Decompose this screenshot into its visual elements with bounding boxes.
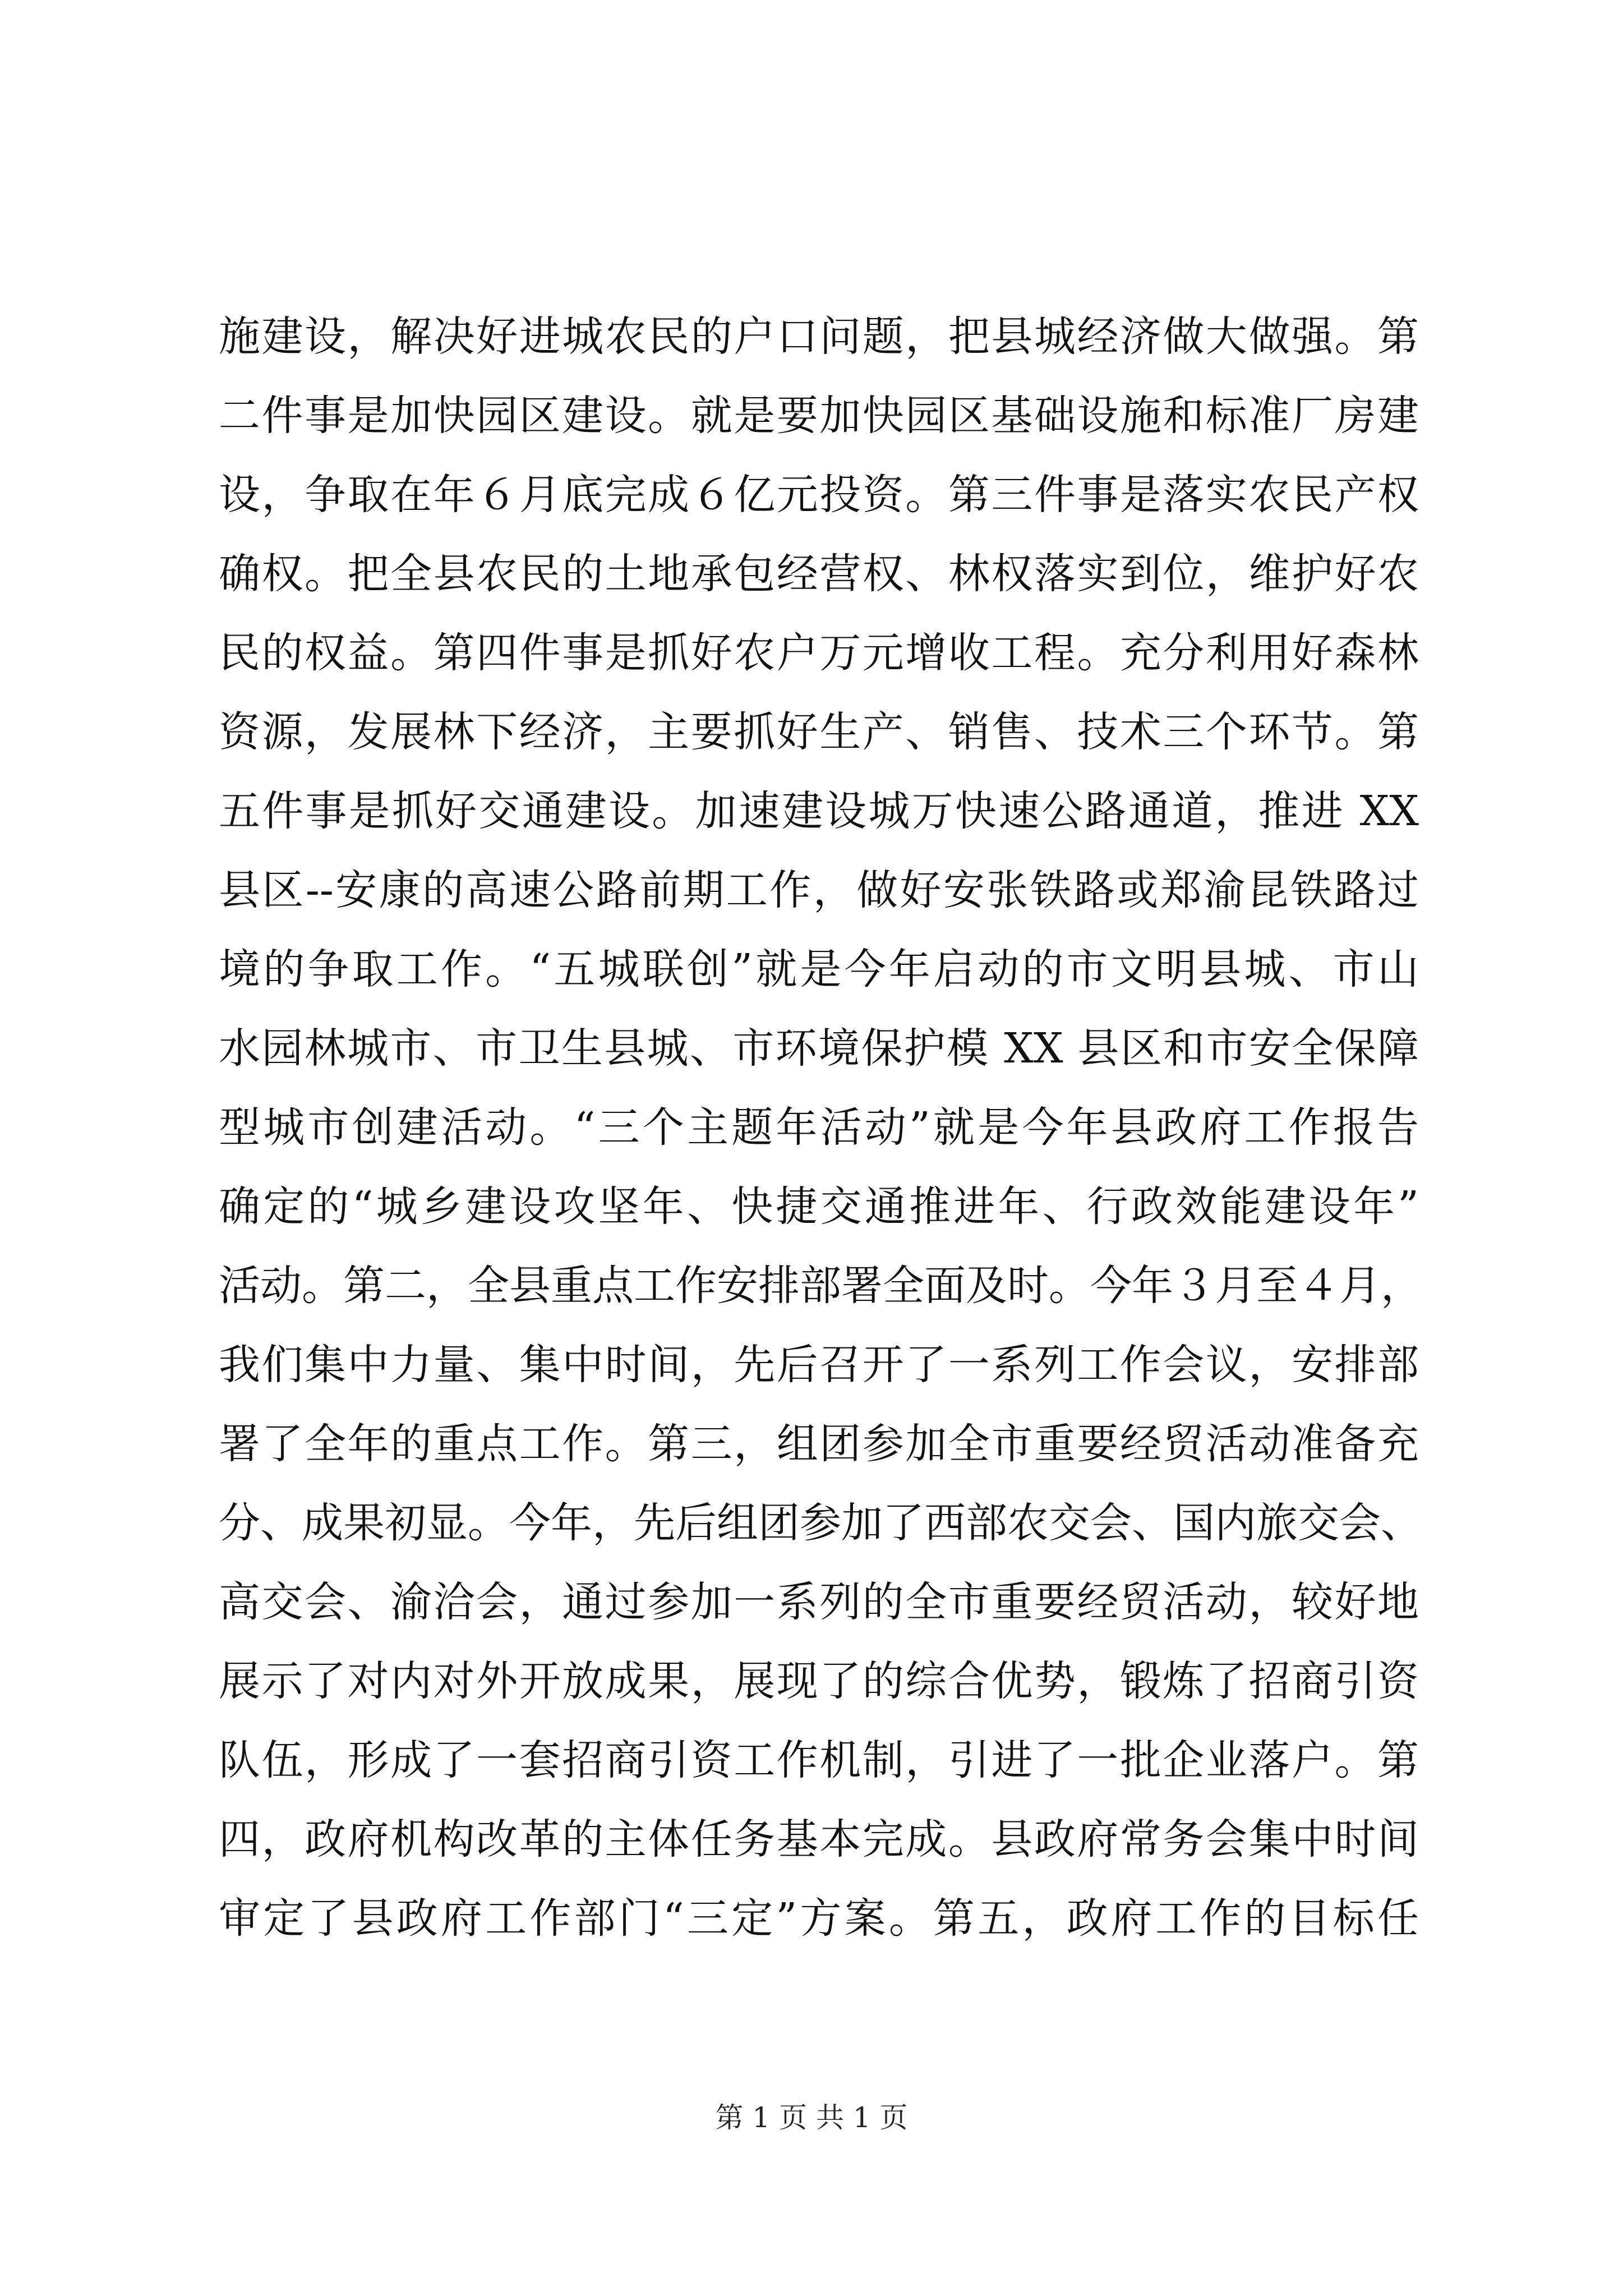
text-line: 分、成果初显。今年，先后组团参加了西部农交会、国内旅交会、 — [219, 1499, 1422, 1547]
text-line: 活动。第二，全县重点工作安排部署全面及时。今年３月至４月， — [219, 1262, 1422, 1310]
text-line: 水园林城市、市卫生县城、市环境保护模 XX 县区和市安全保障 — [219, 1024, 1419, 1073]
text-line: 确定的“城乡建设攻坚年、快捷交通推进年、行政效能建设年” — [219, 1182, 1419, 1231]
text-line: 型城市创建活动。“三个主题年活动”就是今年县政府工作报告 — [219, 1103, 1419, 1152]
text-line: 确权。把全县农民的土地承包经营权、林权落实到位，维护好农 — [219, 550, 1419, 598]
text-line: 四，政府机构改革的主体任务基本完成。县政府常务会集中时间 — [219, 1815, 1419, 1864]
text-line: 署了全年的重点工作。第三，组团参加全市重要经贸活动准备充 — [219, 1420, 1419, 1468]
text-line: 二件事是加快园区建设。就是要加快园区基础设施和标准厂房建 — [219, 392, 1419, 440]
text-line: 五件事是抓好交通建设。加速建设城万快速公路通道，推进 XX — [219, 787, 1419, 835]
page-number-footer: 第 1 页 共 1 页 — [715, 2101, 908, 2134]
text-line: 队伍，形成了一套招商引资工作机制，引进了一批企业落户。第 — [219, 1736, 1419, 1784]
text-line: 设，争取在年６月底完成６亿元投资。第三件事是落实农民产权 — [219, 471, 1419, 519]
text-line: 境的争取工作。“五城联创”就是今年启动的市文明县城、市山 — [219, 945, 1419, 993]
text-line: 高交会、渝洽会，通过参加一系列的全市重要经贸活动，较好地 — [219, 1578, 1419, 1626]
text-line: 展示了对内对外开放成果，展现了的综合优势，锻炼了招商引资 — [219, 1657, 1419, 1705]
text-line: 施建设，解决好进城农民的户口问题，把县城经济做大做强。第 — [219, 312, 1419, 361]
text-line: 资源，发展林下经济，主要抓好生产、销售、技术三个环节。第 — [219, 708, 1419, 756]
text-line: 我们集中力量、集中时间，先后召开了一系列工作会议，安排部 — [219, 1341, 1419, 1389]
text-line: 审定了县政府工作部门“三定”方案。第五，政府工作的目标任 — [219, 1894, 1419, 1943]
document-body — [219, 297, 1422, 1958]
text-line: 县区--安康的高速公路前期工作，做好安张铁路或郑渝昆铁路过 — [219, 866, 1419, 914]
text-line: 民的权益。第四件事是抓好农户万元增收工程。充分利用好森林 — [219, 629, 1419, 677]
